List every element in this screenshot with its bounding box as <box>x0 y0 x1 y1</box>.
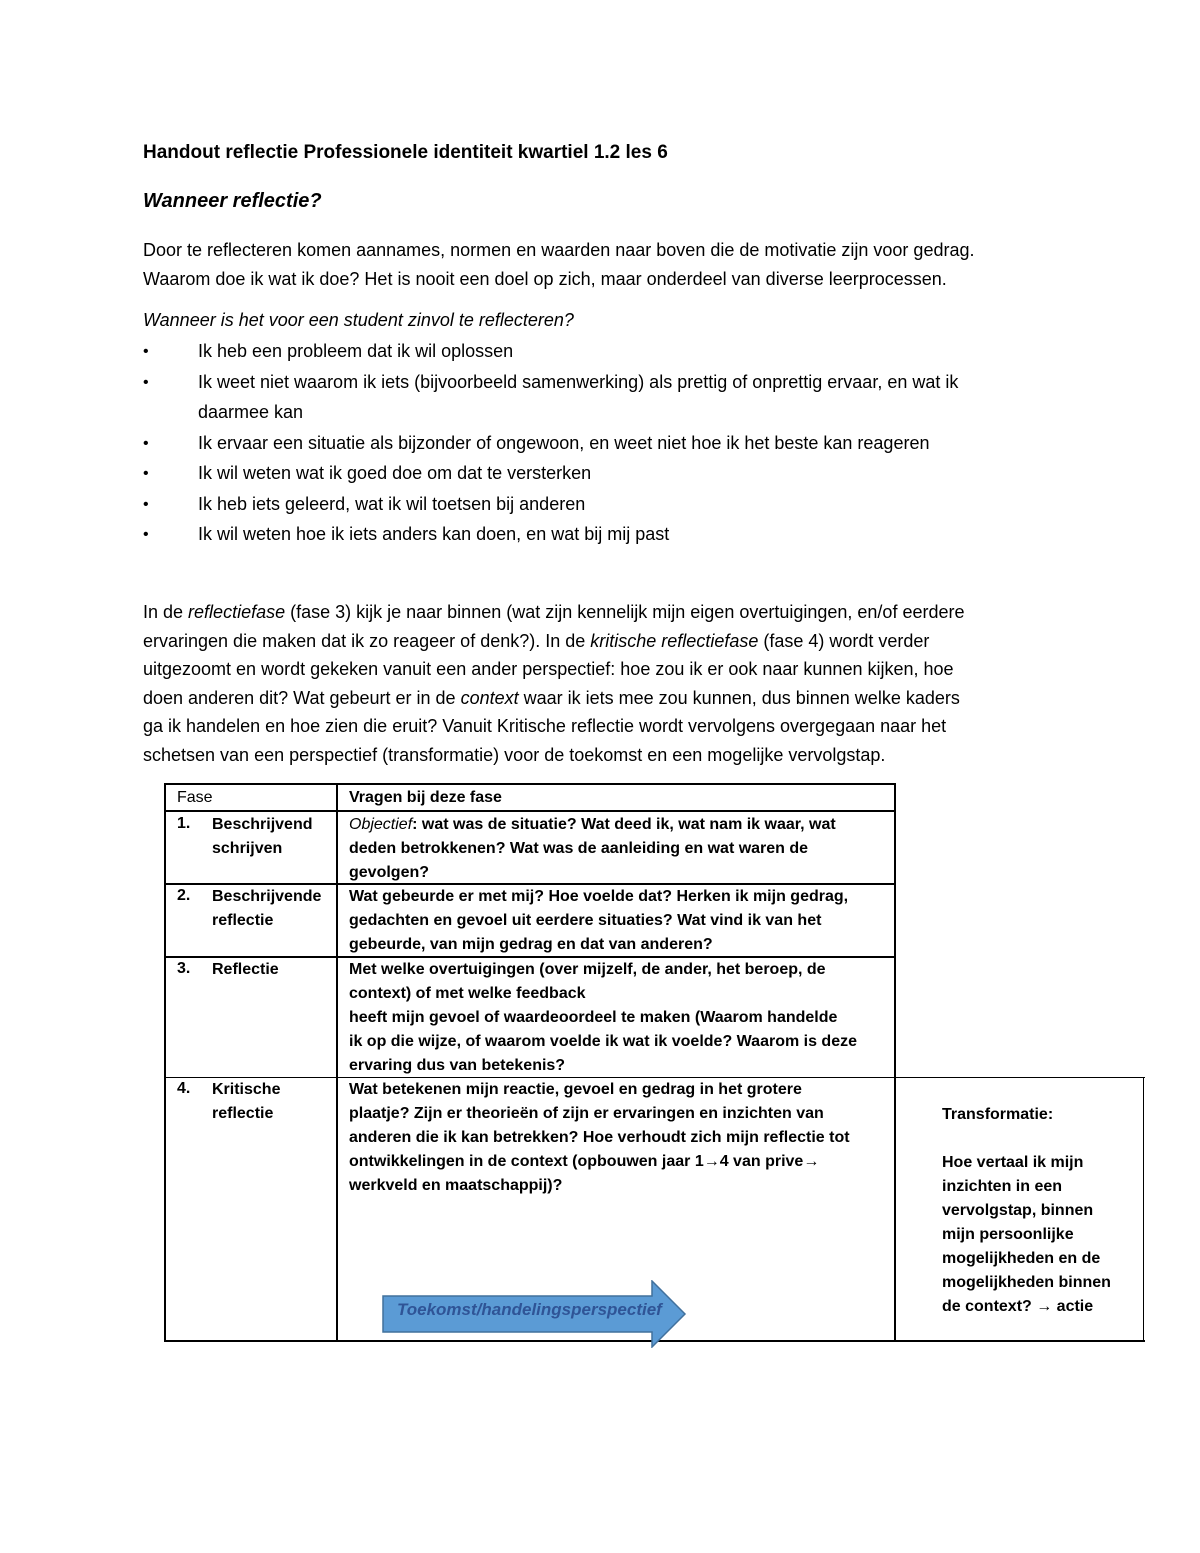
phase-name: Kritische reflectie <box>212 1081 281 1122</box>
intro-paragraph <box>143 236 974 293</box>
reflection-paragraph <box>143 598 965 769</box>
paragraph-line: schetsen van een perspectief (transformatie) voor de toekomst en een mogelijke vervolgstap. <box>143 744 886 765</box>
list-item: • Ik wil weten wat ik goed doe om dat te versterken <box>143 459 958 488</box>
paragraph-line: uitgezoomt en wordt gekeken vanuit een ander perspectief: hoe zou ik er ook naar kunnen kijken, hoe <box>143 659 954 679</box>
list-item: • Ik wil weten hoe ik iets anders kan doen, en wat bij mij past <box>143 520 958 549</box>
phase-number: 1. <box>177 815 191 832</box>
phase-name: Beschrijvende reflectie <box>212 888 322 929</box>
list-item-continued: daarmee kan <box>198 402 304 422</box>
bullet-icon: • <box>143 526 149 543</box>
phase-number: 3. <box>177 960 191 977</box>
bullet-icon: • <box>143 434 149 452</box>
table-border <box>164 783 896 785</box>
phase-name: Reflectie <box>212 961 279 978</box>
transformation-heading: Transformatie: <box>942 1106 1054 1123</box>
page-title: Handout reflectie Professionele identiteit kwartiel 1.2 les 6 <box>143 142 668 163</box>
phase-number: 2. <box>177 887 191 904</box>
transformation-text: Hoe vertaal ik mijn inzichten in een vervolgstap, binnen mijn persoonlijke mogelijkheden en de mogelijkheden binnen de context? → actie <box>942 1154 1111 1315</box>
arrow-label: Toekomst/handelingsperspectief <box>397 1300 662 1319</box>
paragraph-line: ga ik handelen en hoe zien die eruit? Vanuit Kritische reflectie wordt vervolgens overgegaan naar het <box>143 716 947 736</box>
bullet-list <box>143 337 958 551</box>
phase-questions: Wat gebeurde er met mij? Hoe voelde dat? Herken ik mijn gedrag, gedachten en gevoel uit eerdere situaties? Wat vind ik van het gebeurde, van mijn gedrag en dat van anderen? <box>349 888 849 953</box>
table-border <box>894 783 896 1342</box>
section-heading: Wanneer reflectie? <box>143 190 322 212</box>
list-item: • Ik heb een probleem dat ik wil oplossen <box>143 337 958 366</box>
table-header-phase: Fase <box>177 789 213 806</box>
paragraph-line: ervaringen die maken dat ik zo reageer of denk?). In de kritische reflectiefase (fase 4) wordt verder <box>143 630 930 651</box>
phase-number: 4. <box>177 1080 191 1097</box>
list-item: • Ik heb iets geleerd, wat ik wil toetsen bij anderen <box>143 490 958 519</box>
paragraph-line: doen anderen dit? Wat gebeurt er in de context waar ik iets mee zou kunnen, dus binnen welke kaders <box>143 687 960 708</box>
table-border <box>336 783 338 1342</box>
phase-questions: Met welke overtuigingen (over mijzelf, de ander, het beroep, de context) of met welke feedback heeft mijn gevoel of waardeoordeel te maken (Waarom handelde ik op die wijze, of waarom voelde ik wat ik voelde? Waarom is deze ervaring dus van betekenis? <box>349 961 857 1074</box>
table-border <box>164 783 166 1342</box>
bullet-icon: • <box>143 373 149 391</box>
paragraph-line: In de reflectiefase (fase 3) kijk je naar binnen (wat zijn kennelijk mijn eigen overtuigingen, en/of eerdere <box>143 602 965 622</box>
table-border <box>1143 1077 1144 1342</box>
table-border <box>164 810 896 812</box>
bullet-icon: • <box>143 465 149 482</box>
phase-questions: Objectief: wat was de situatie? Wat deed ik, wat nam ik waar, wat deden betrokkenen? Wat was de aanleiding en wat waren de gevolgen? <box>349 816 836 881</box>
bullet-icon: • <box>143 495 149 513</box>
list-item: • Ik ervaar een situatie als bijzonder of ongewoon, en weet niet hoe ik het beste kan reageren <box>143 429 958 458</box>
question-heading: Wanneer is het voor een student zinvol te reflecteren? <box>143 310 574 330</box>
bullet-icon: • <box>143 343 149 360</box>
phase-name: Beschrijvend schrijven <box>212 816 313 857</box>
phase-questions: Wat betekenen mijn reactie, gevoel en gedrag in het grotere plaatje? Zijn er theorieën of zijn er ervaringen en inzichten van anderen die ik kan betrekken? Hoe verhoudt zich mijn reflectie tot ontwikkelingen in de context (opbouwen jaar 1→4 van prive→ werkveld en maatschappij)? <box>349 1081 850 1194</box>
table-header-questions: Vragen bij deze fase <box>349 789 502 806</box>
intro-line: Door te reflecteren komen aannames, normen en waarden naar boven die de motivatie zijn voor gedrag. <box>143 240 975 260</box>
intro-line: Waarom doe ik wat ik doe? Het is nooit een doel op zich, maar onderdeel van diverse leerprocessen. <box>143 268 947 289</box>
list-item: • Ik weet niet waarom ik iets (bijvoorbeeld samenwerking) als prettig of onprettig ervaar, en wat ik <box>143 368 958 397</box>
